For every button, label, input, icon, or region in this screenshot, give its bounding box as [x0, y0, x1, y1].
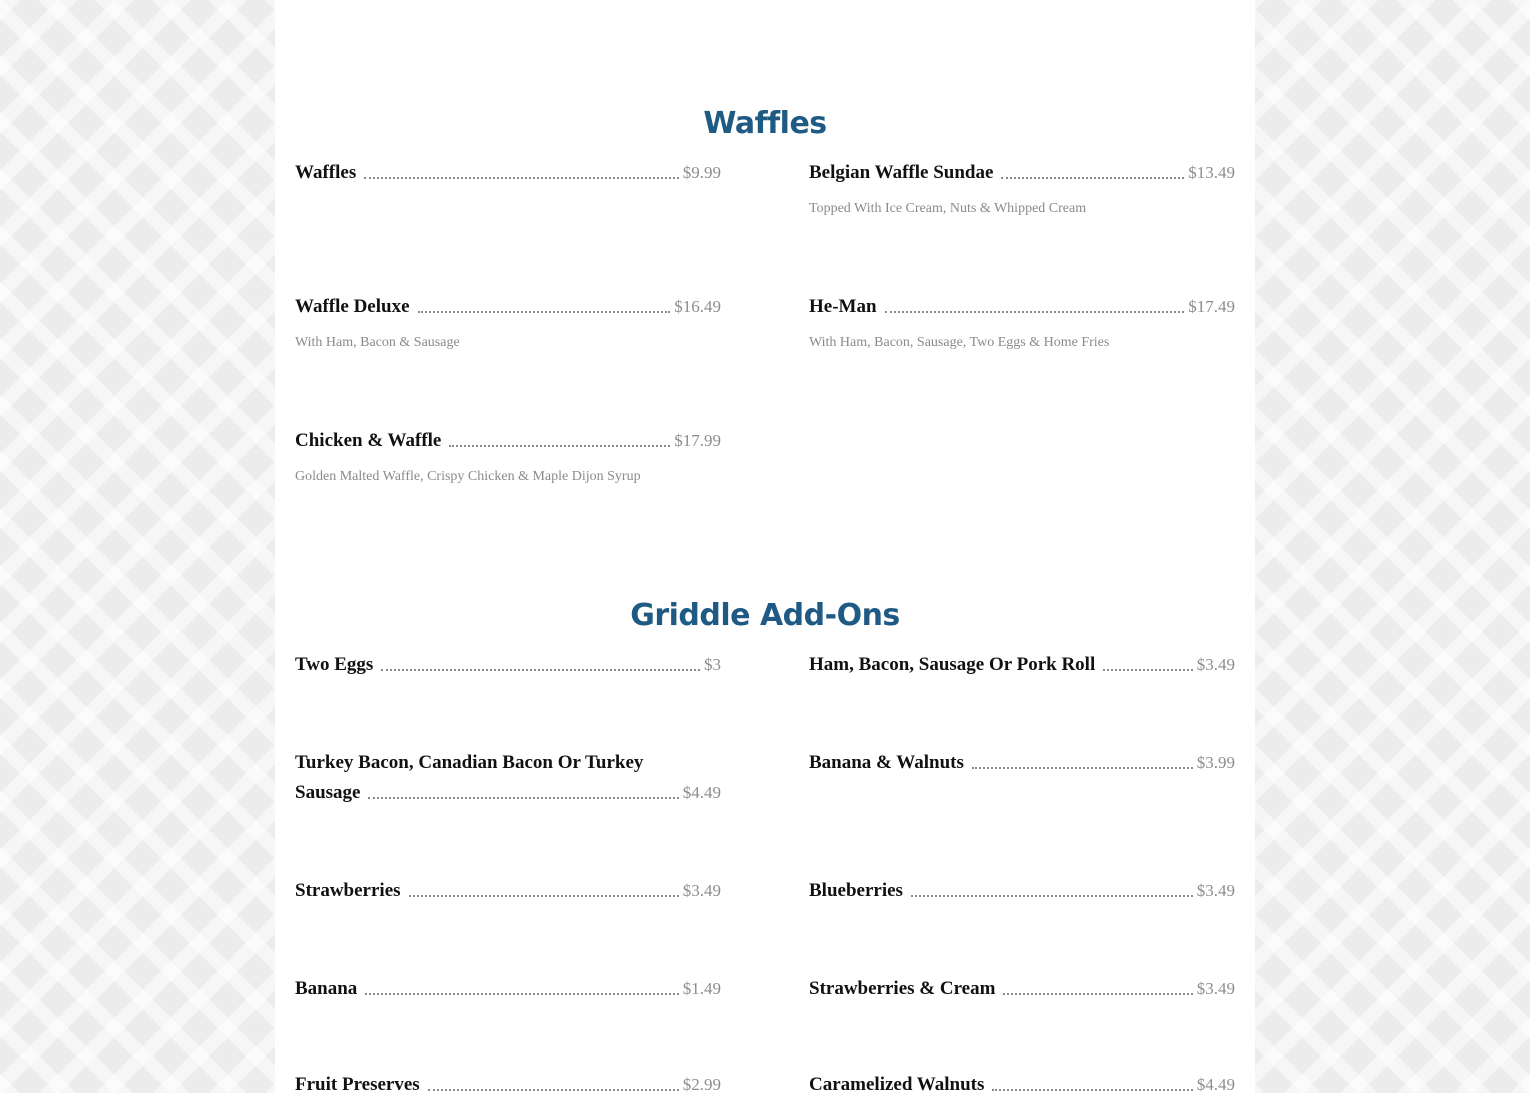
item-name: Belgian Waffle Sundae: [809, 162, 994, 183]
dot-leader: [1003, 993, 1192, 995]
dot-leader: [368, 797, 678, 799]
menu-item: [295, 158, 721, 188]
item-name: Two Eggs: [295, 654, 374, 675]
item-name: Chicken & Waffle: [295, 430, 442, 451]
menu-item: [809, 1070, 1235, 1093]
item-price: $2.99: [682, 1075, 721, 1093]
item-name: Waffles: [295, 162, 357, 183]
menu-page: [275, 0, 1255, 1093]
menu-item: [809, 974, 1235, 1004]
dot-leader: [885, 311, 1185, 313]
dot-leader: [364, 177, 679, 179]
item-name: Blueberries: [809, 880, 903, 901]
dot-leader: [972, 767, 1193, 769]
item-price: $3: [704, 655, 721, 674]
dot-leader: [428, 1089, 679, 1091]
menu-item: [809, 650, 1235, 680]
menu-item: [295, 974, 721, 1004]
menu-item: [295, 292, 721, 352]
item-name: He-Man: [809, 296, 877, 317]
menu-item: [809, 158, 1235, 218]
item-name: Strawberries: [295, 880, 401, 901]
menu-item: [295, 426, 721, 486]
item-description: Topped With Ice Cream, Nuts & Whipped Cream: [809, 201, 1087, 216]
section-title-waffles: Waffles: [703, 106, 827, 141]
item-price: $4.49: [1196, 1075, 1235, 1093]
menu-item: [295, 876, 721, 906]
item-price: $16.49: [674, 297, 721, 316]
menu-item: [809, 876, 1235, 906]
dot-leader: [1001, 177, 1184, 179]
menu-item: [809, 292, 1235, 352]
item-price: $13.49: [1188, 163, 1235, 182]
item-name: Caramelized Walnuts: [809, 1074, 985, 1093]
dot-leader: [409, 895, 679, 897]
item-price: $3.99: [1196, 753, 1235, 772]
item-price: $4.49: [682, 783, 721, 802]
item-price: $1.49: [682, 979, 721, 998]
item-price: $3.49: [1196, 979, 1235, 998]
menu-item: [809, 748, 1235, 778]
dot-leader: [381, 669, 700, 671]
dot-leader: [911, 895, 1193, 897]
item-name: Turkey Bacon, Canadian Bacon Or Turkey: [295, 752, 644, 773]
dot-leader: [992, 1089, 1192, 1091]
item-price: $17.99: [674, 431, 721, 450]
item-name: Strawberries & Cream: [809, 978, 996, 999]
item-name: Fruit Preserves: [295, 1074, 420, 1093]
menu-item: [295, 650, 721, 680]
item-price: $3.49: [1196, 881, 1235, 900]
dot-leader: [1103, 669, 1193, 671]
dot-leader: [449, 445, 670, 447]
menu-item: [295, 748, 721, 808]
item-price: $9.99: [682, 163, 721, 182]
item-price: $3.49: [1196, 655, 1235, 674]
item-name-continued: Sausage: [295, 782, 361, 803]
menu-item: [295, 1070, 721, 1093]
item-price: $3.49: [682, 881, 721, 900]
item-price: $17.49: [1188, 297, 1235, 316]
item-name: Banana & Walnuts: [809, 752, 964, 773]
dot-leader: [365, 993, 678, 995]
item-description: Golden Malted Waffle, Crispy Chicken & Maple Dijon Syrup: [295, 469, 641, 484]
item-description: With Ham, Bacon & Sausage: [295, 335, 460, 350]
item-description: With Ham, Bacon, Sausage, Two Eggs & Home Fries: [809, 335, 1110, 350]
dot-leader: [418, 311, 671, 313]
item-name: Banana: [295, 978, 358, 999]
item-name: Ham, Bacon, Sausage Or Pork Roll: [809, 654, 1096, 675]
item-name: Waffle Deluxe: [295, 296, 410, 317]
section-title-griddle-add-ons: Griddle Add-Ons: [630, 598, 900, 633]
